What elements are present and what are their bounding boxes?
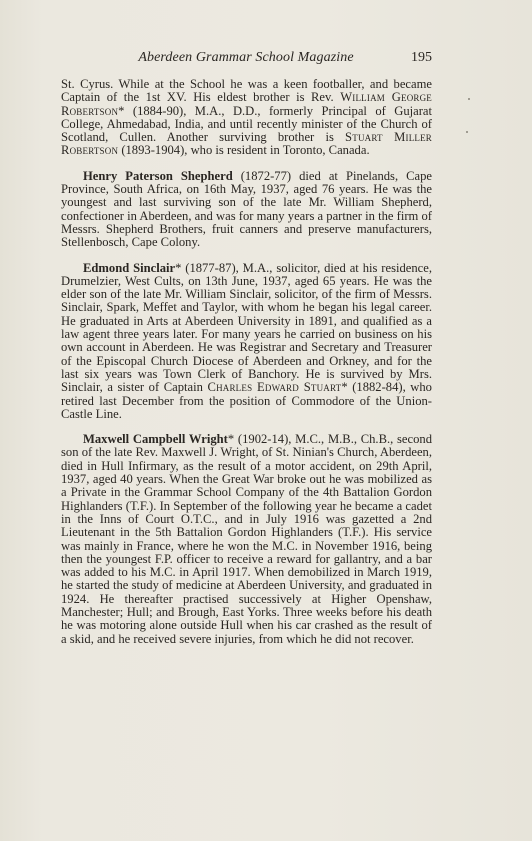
paragraph [61, 433, 432, 646]
page-number: 195 [411, 50, 432, 65]
person-name: Henry Paterson Shepherd [83, 168, 233, 183]
paper-speck [468, 98, 470, 100]
paragraph-text: * (1884-90), M.A., D.D., formerly Principal of Gujarat College, Ahmedabad, India, and until recently minister of the Church of Scotland, Cullen. Another surviving brother is [61, 103, 432, 145]
paragraph-text: St. Cyrus. While at the School he was a keen footballer, and became Captain of the 1st XV. His eldest brother is Rev. [61, 77, 432, 105]
relative-name: Charles Edward Stuart [207, 380, 342, 395]
paragraph [61, 170, 432, 250]
paragraph-text: * (1882-84), who retired last December from the position of Commodore of the Union-Castle Line. [61, 380, 432, 421]
page-header [60, 50, 432, 70]
paragraph [61, 78, 432, 158]
article-body [61, 78, 432, 658]
paragraph-text: (1872-77) died at Pinelands, Cape Province, South Africa, on 16th May, 1937, aged 76 years. He was the youngest and last surviving son of the late Mr. William Shepherd, confectioner in Aberdeen, and was for many years a partner in the firm of Messrs. Shepherd Brothers, fruit canners and preserve manufacturers, Stellenbosch, Cape Colony. [61, 168, 432, 250]
running-title: Aberdeen Grammar School Magazine [138, 50, 354, 65]
paragraph-text: * (1902-14), M.C., M.B., Ch.B., second son of the late Rev. Maxwell J. Wright, of St. Ninian's Church, Aberdeen, died in Hull Infirmary, as the result of a motor accident, on 29th April, 1937, aged 40 years. When the Great War broke out he was mobilized as a Private in the Grammar School Company of the 4th Battalion Gordon Highlanders (T.F.). In September of the following year he became a cadet in the Inns of Court O.T.C., and in July 1916 was gazetted a 2nd Lieutenant in the 5th Battalion Gordon Highlanders (T.F.). His service was mainly in France, where he won the M.C. in November 1916, being then the youngest F.P. officer to receive a reward for gallantry, and a bar was added to his M.C. in April 1917. When demobilized in March 1919, he started the study of medicine at Aberdeen University, and graduated in 1924. He thereafter practised successively at Higher Openshaw, Manchester; Hull; and Brough, East Yorks. Three weeks before his death he was motoring alone outside Hull when his car crashed as the result of a skid, and he received severe injuries, from which he did not recover. [61, 432, 432, 646]
person-name: Maxwell Campbell Wright [83, 432, 228, 447]
paragraph-text: * (1877-87), M.A., solicitor, died at his residence, Drumelzier, West Cults, on 13th June, 1937, aged 65 years. He was the elder son of the late Mr. William Sinclair, solicitor, of the firm of Messrs. Sinclair, Spark, Meffet and Taylor, with whom he began his legal career. He graduated in Arts at Aberdeen University in 1891, and qualified as a law agent three years later. For many years he carried on business on his own account in Aberdeen. He was Registrar and Secretary and Treasurer of the Episcopal Church Diocese of Aberdeen and Orkney, and for the last six years was Town Clerk of Banchory. He is survived by Mrs. Sinclair, a sister of Captain [61, 260, 432, 395]
relative-name: William George Robertson [61, 90, 433, 118]
relative-name: Stuart Miller Robertson [61, 130, 432, 158]
paper-speck [466, 131, 468, 133]
person-name: Edmond Sinclair [83, 260, 176, 275]
paragraph [61, 262, 432, 422]
paragraph-text: (1893-1904), who is resident in Toronto, Canada. [118, 143, 370, 158]
